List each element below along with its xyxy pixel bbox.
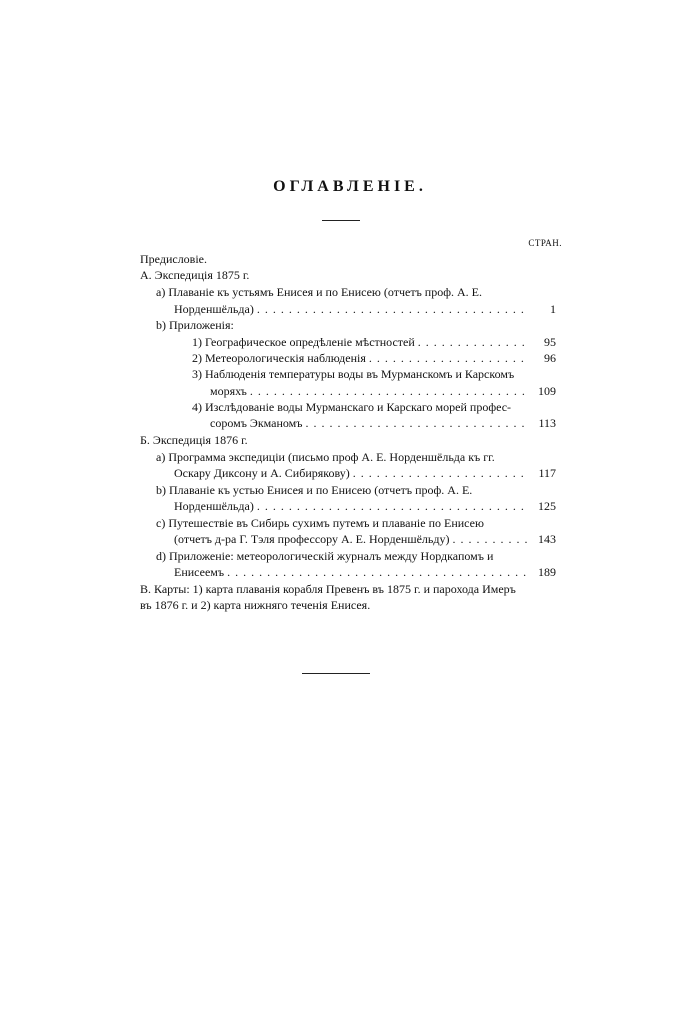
leader-dots <box>257 302 527 317</box>
section-a-item-a-line1: a) Плаваніе къ устьямъ Енисея и по Енисею (отчетъ проф. А. Е. <box>156 285 482 299</box>
toc-entry-a-b1 <box>192 335 556 350</box>
leader-dots <box>369 351 527 366</box>
toc-entry-b-a <box>174 466 556 481</box>
leader-dots <box>257 499 527 514</box>
section-a-item-b: b) Приложенія: <box>156 318 234 332</box>
toc-entry-a-b2 <box>192 351 556 366</box>
entry-page: 109 <box>538 384 556 398</box>
toc-entry-a-b4 <box>210 416 556 431</box>
entry-page: 96 <box>544 351 556 365</box>
entry-text: Норденшёльда) <box>174 302 254 316</box>
bottom-divider <box>302 673 370 674</box>
entry-text: Норденшёльда) <box>174 499 254 513</box>
section-c-line1: В. Карты: 1) карта плаванія корабля Превенъ въ 1875 г. и парохода Имеръ <box>140 582 516 596</box>
section-b-heading: Б. Экспедиція 1876 г. <box>140 433 248 447</box>
leader-dots <box>418 335 527 350</box>
entry-text: Енисеемъ <box>174 565 225 579</box>
toc-entry-a-b3 <box>210 384 556 399</box>
toc-entry-a-a <box>174 302 556 317</box>
page-column-label: СТРАН. <box>528 238 562 248</box>
entry-page: 117 <box>538 466 556 480</box>
toc-entry-b-d <box>174 565 556 580</box>
preface: Предисловіе. <box>140 252 208 266</box>
leader-dots <box>353 466 527 481</box>
toc-entry-b-c <box>174 532 556 547</box>
leader-dots <box>250 384 527 399</box>
entry-text: Оскару Диксону и А. Сибирякову) <box>174 466 350 480</box>
entry-page: 189 <box>538 565 556 579</box>
leader-dots <box>305 416 527 431</box>
section-b-item-b-line1: b) Плаваніе къ устью Енисея и по Енисею (отчетъ проф. А. Е. <box>156 483 473 497</box>
entry-text: моряхъ <box>210 384 247 398</box>
section-a-sub3-line1: 3) Наблюденія температуры воды въ Мурманскомъ и Карскомъ <box>192 367 515 381</box>
entry-page: 113 <box>538 416 556 430</box>
entry-page: 125 <box>538 499 556 513</box>
section-c-line2: въ 1876 г. и 2) карта нижняго теченія Енисея. <box>140 598 371 612</box>
entry-text: 1) Географическое опредѣленіе мѣстностей <box>192 335 415 349</box>
section-a-sub4-line1: 4) Изслѣдованіе воды Мурманскаго и Карскаго морей профес- <box>192 400 512 414</box>
section-b-item-d-line1: d) Приложеніе: метеорологическій журналъ между Нордкапомъ и <box>156 549 494 563</box>
entry-text: 2) Метеорологическія наблюденія <box>192 351 366 365</box>
page-title: ОГЛАВЛЕНІЕ. <box>273 178 427 195</box>
title-divider <box>322 220 360 221</box>
section-b-item-a-line1: a) Программа экспедиціи (письмо проф А. Е. Норденшёльда къ гг. <box>156 450 495 464</box>
entry-page: 95 <box>544 335 556 349</box>
entry-text: (отчетъ д-ра Г. Тэля профессору А. Е. Норденшёльду) <box>174 532 450 546</box>
toc-entry-b-b <box>174 499 556 514</box>
entry-text: соромъ Экманомъ <box>210 416 303 430</box>
leader-dots <box>227 565 527 580</box>
section-b-item-c-line1: c) Путешествіе въ Сибирь сухимъ путемъ и плаваніе по Енисею <box>156 516 484 530</box>
leader-dots <box>452 532 527 547</box>
entry-page: 1 <box>550 302 556 316</box>
entry-page: 143 <box>538 532 556 546</box>
section-a-heading: А. Экспедиція 1875 г. <box>140 268 250 282</box>
